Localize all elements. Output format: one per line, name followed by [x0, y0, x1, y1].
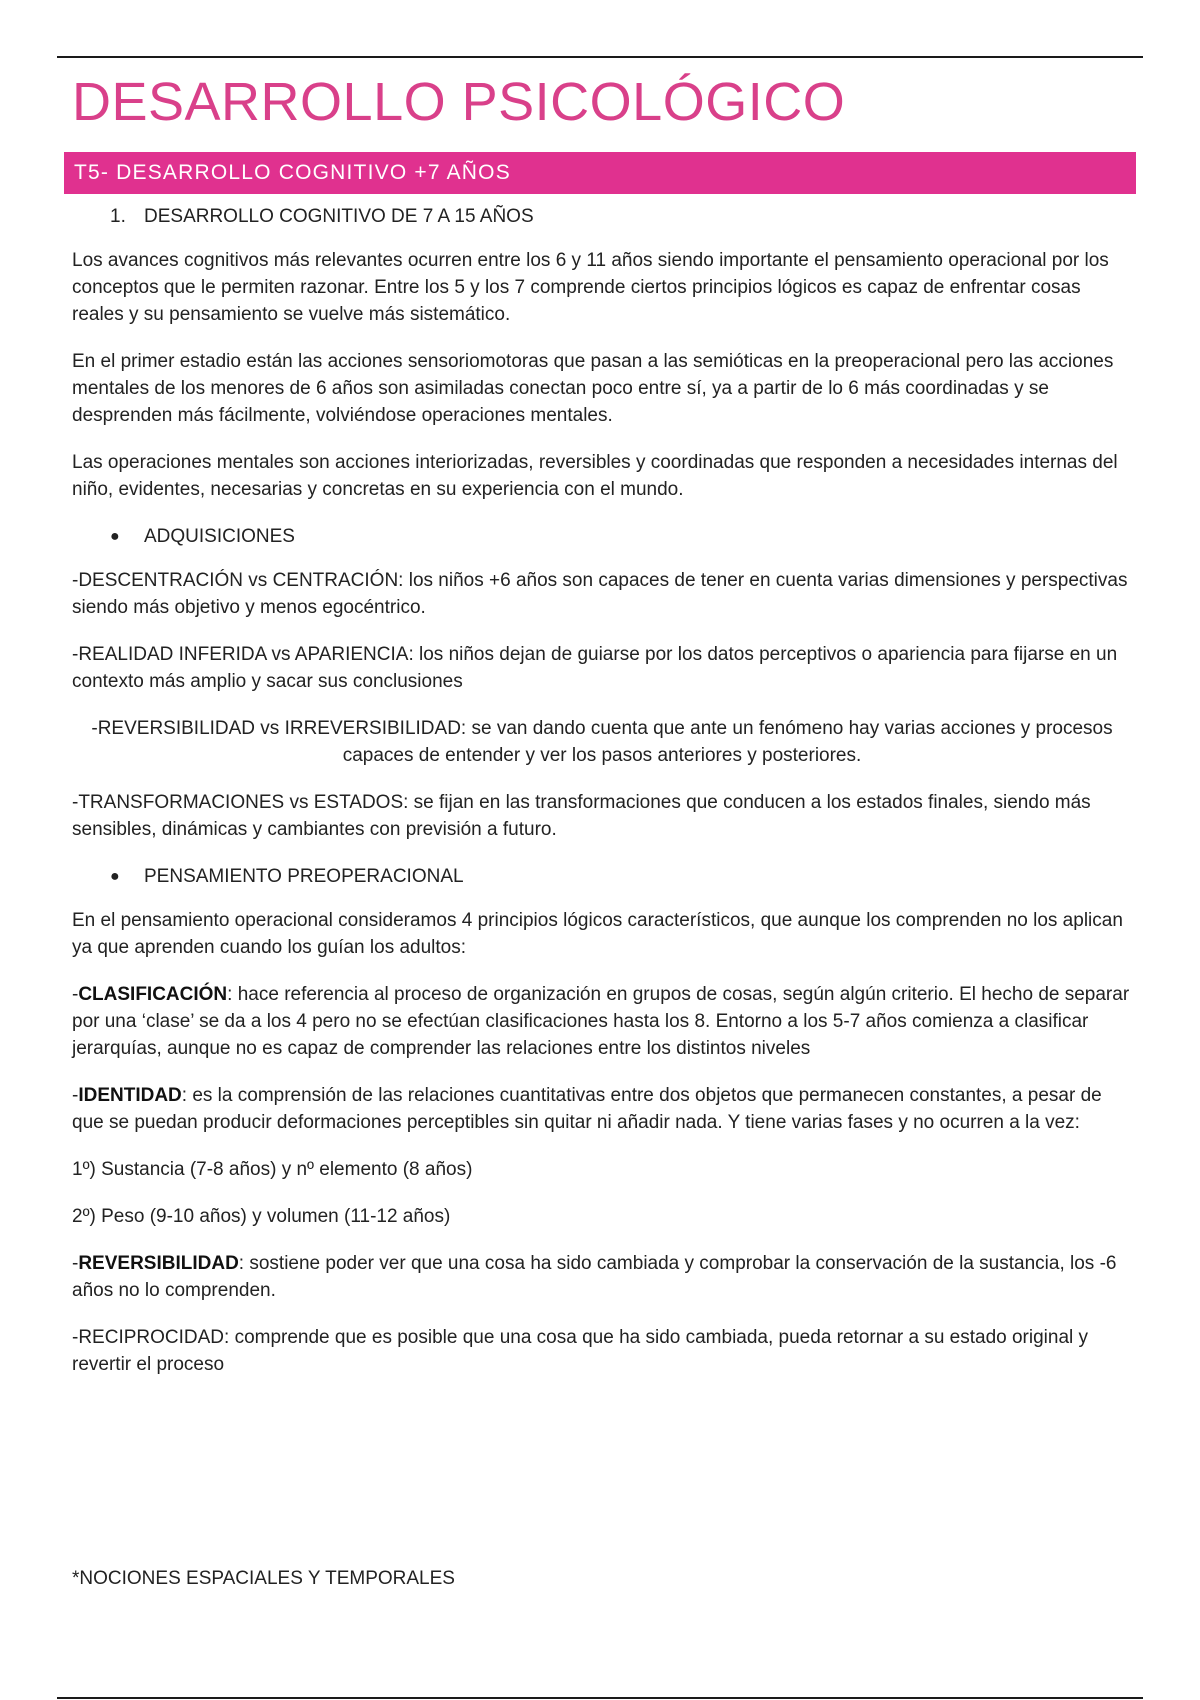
bullet-heading	[110, 523, 1132, 549]
paragraph: -REALIDAD INFERIDA vs APARIENCIA: los niños dejan de guiarse por los datos perceptivos o apariencia para fijarse en un contexto más amplio y sacar sus conclusiones	[72, 644, 1118, 692]
paragraph: En el primer estadio están las acciones sensoriomotoras que pasan a las semióticas en la preoperacional pero las acciones mentales de los menores de 6 años son asimiladas conectan poco entre sí, ya a partir de lo 6 más coordinadas y se desprenden más fácilmente, volviéndose operaciones mentales.	[72, 351, 1114, 426]
paragraph: -DESCENTRACIÓN vs CENTRACIÓN: los niños +6 años son capaces de tener en cuenta varias dimensiones y perspectivas siendo más objetivo y menos egocéntrico.	[72, 570, 1128, 618]
page-title: DESARROLLO PSICOLÓGICO	[72, 72, 846, 132]
paragraph: -REVERSIBILIDAD vs IRREVERSIBILIDAD: se van dando cuenta que ante un fenómeno hay varias acciones y procesos capaces de entender y ver los pasos anteriores y posteriores.	[91, 718, 1113, 766]
heading-text: DESARROLLO COGNITIVO DE 7 A 15 AÑOS	[144, 205, 534, 227]
bullet-icon: ●	[110, 867, 120, 885]
document-body	[72, 200, 1132, 1398]
paragraph: -RECIPROCIDAD: comprende que es posible que una cosa que ha sido cambiada, pueda retornar a su estado original y revertir el proceso	[72, 1327, 1089, 1375]
term: IDENTIDAD	[78, 1085, 182, 1106]
heading-number: 1.	[110, 205, 126, 227]
bullet-heading	[110, 863, 1132, 889]
paragraph: En el pensamiento operacional consideramos 4 principios lógicos característicos, que aunque los comprenden no los aplican ya que aprenden cuando los guían los adultos:	[72, 910, 1123, 958]
term: REVERSIBILIDAD	[78, 1253, 239, 1274]
section-banner: T5- DESARROLLO COGNITIVO +7 AÑOS	[64, 152, 1136, 194]
bottom-rule	[57, 1697, 1143, 1699]
footer-note: *NOCIONES ESPACIALES Y TEMPORALES	[72, 1568, 455, 1589]
term: CLASIFICACIÓN	[78, 984, 228, 1005]
paragraph-clasificacion: -CLASIFICACIÓN: hace referencia al proceso de organización en grupos de cosas, según algún criterio. El hecho de separar por una ‘clase’ se da a los 4 pero no se efectúan clasificaciones hasta los 8. Entorno a los 5-7 años comienza a clasificar jerarquías, aunque no es capaz de comprender las relaciones entre los distintos niveles	[72, 984, 1130, 1059]
phase-item: 2º) Peso (9-10 años) y volumen (11-12 años)	[72, 1206, 451, 1227]
definition: : hace referencia al proceso de organización en grupos de cosas, según algún criterio. El hecho de separar por una ‘clase’ se da a los 4 pero no se efectúan clasificaciones hasta los 8. Entorno a los 5-7 años comienza a clasificar jerarquías, aunque no es capaz de comprender las relaciones entre los distintos niveles	[72, 984, 1130, 1059]
definition: : es la comprensión de las relaciones cuantitativas entre dos objetos que permanecen constantes, a pesar de que se puedan producir deformaciones perceptibles sin quitar ni añadir nada. Y tiene varias fases y no ocurren a la vez:	[72, 1085, 1102, 1133]
bullet-text: PENSAMIENTO PREOPERACIONAL	[144, 865, 464, 887]
top-rule	[57, 56, 1143, 58]
paragraph-identidad: -IDENTIDAD: es la comprensión de las relaciones cuantitativas entre dos objetos que permanecen constantes, a pesar de que se puedan producir deformaciones perceptibles sin quitar ni añadir nada. Y tiene varias fases y no ocurren a la vez:	[72, 1085, 1102, 1133]
definition: : sostiene poder ver que una cosa ha sido cambiada y comprobar la conservación de la sustancia, los -6 años no lo comprenden.	[72, 1253, 1117, 1301]
paragraph: Las operaciones mentales son acciones interiorizadas, reversibles y coordinadas que responden a necesidades internas del niño, evidentes, necesarias y concretas en su experiencia con el mundo.	[72, 452, 1118, 500]
phase-item: 1º) Sustancia (7-8 años) y nº elemento (8 años)	[72, 1159, 473, 1180]
bullet-text: ADQUISICIONES	[144, 525, 295, 547]
paragraph: -TRANSFORMACIONES vs ESTADOS: se fijan en las transformaciones que conducen a los estados finales, siendo más sensibles, dinámicas y cambiantes con previsión a futuro.	[72, 792, 1091, 840]
bullet-icon: ●	[110, 527, 120, 545]
numbered-heading	[110, 203, 1132, 229]
paragraph: Los avances cognitivos más relevantes ocurren entre los 6 y 11 años siendo importante el pensamiento operacional por los conceptos que le permiten razonar. Entre los 5 y los 7 comprende ciertos principios lógicos es capaz de enfrentar cosas reales y su pensamiento se vuelve más sistemático.	[72, 250, 1109, 325]
paragraph-reversibilidad: -REVERSIBILIDAD: sostiene poder ver que una cosa ha sido cambiada y comprobar la conservación de la sustancia, los -6 años no lo comprenden.	[72, 1253, 1117, 1301]
